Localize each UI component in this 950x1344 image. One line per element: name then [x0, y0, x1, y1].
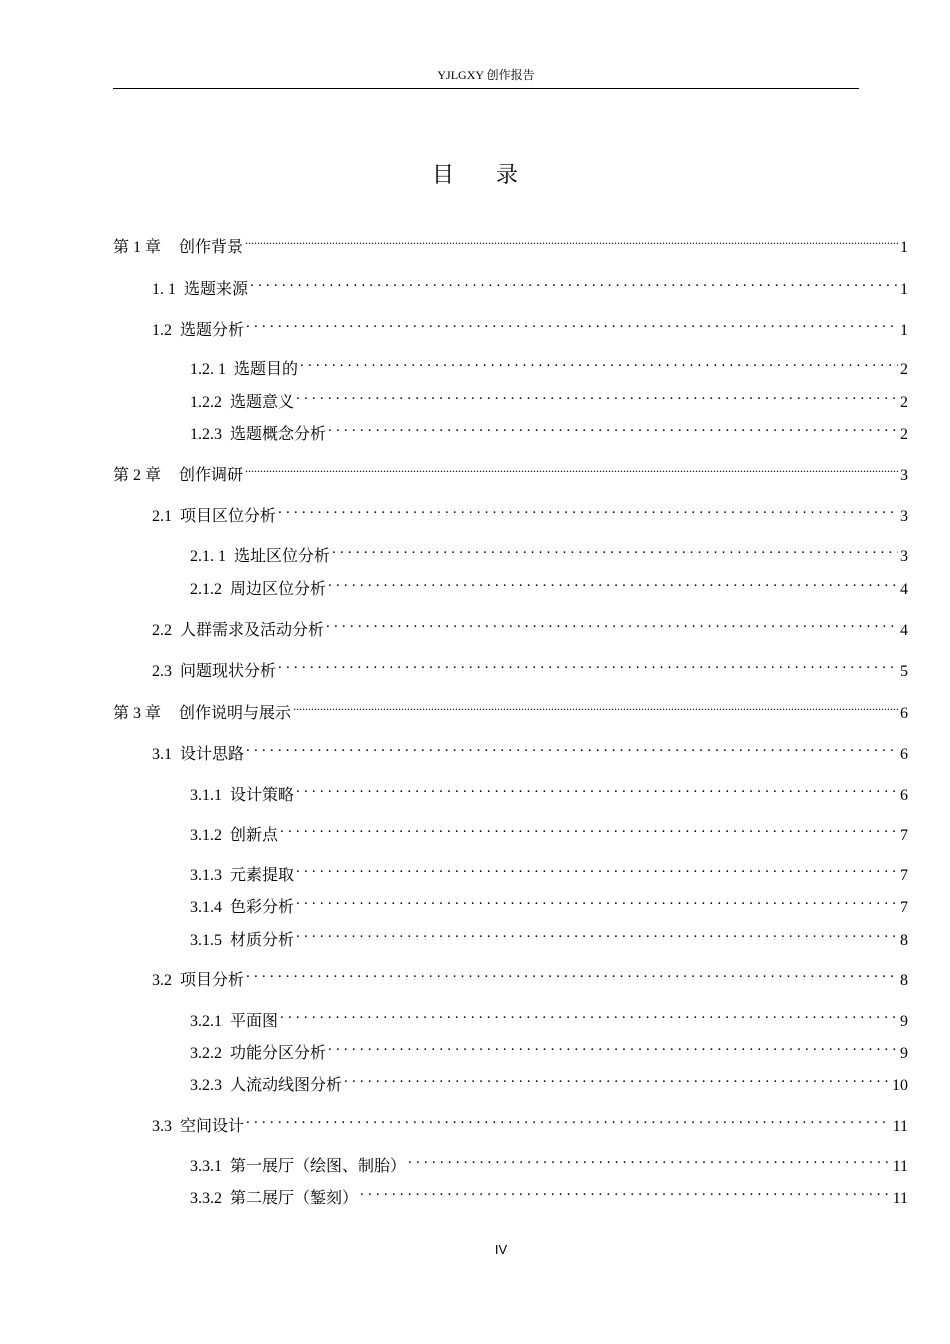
toc-entry-number: 3.2.1: [190, 1013, 222, 1030]
toc-dot-leader: [278, 652, 898, 676]
toc-dot-leader: [278, 497, 898, 521]
toc-entry-page: 11: [892, 1158, 908, 1175]
toc-entry-number: 3.1: [152, 746, 172, 763]
toc-entry-label: 选题分析: [180, 320, 245, 339]
toc-dot-leader: [246, 961, 898, 985]
toc-section-entry[interactable]: [152, 1107, 908, 1135]
toc-entry-label: 平面图: [230, 1011, 279, 1030]
toc-entry-page: 11: [892, 1118, 908, 1135]
toc-dot-leader: [328, 1034, 898, 1058]
toc-title: 目录: [431, 163, 560, 188]
toc-section-entry[interactable]: [190, 415, 908, 443]
toc-section-entry[interactable]: [152, 735, 908, 763]
toc-entry-number: 3.3.2: [190, 1190, 222, 1207]
toc-entry-label: 周边区位分析: [230, 579, 327, 598]
toc-dot-leader: [246, 735, 898, 759]
toc-entry-page: 2: [900, 361, 908, 378]
toc-entry-number: 3.1.1: [190, 787, 222, 804]
toc-entry-number: 3.2.2: [190, 1045, 222, 1062]
toc-section-entry[interactable]: [190, 921, 908, 949]
toc-section-entry[interactable]: [190, 383, 908, 411]
toc-entry-label: 色彩分析: [230, 897, 295, 916]
toc-entry-page: 2: [900, 394, 908, 411]
toc-entry-label: 元素提取: [230, 865, 295, 884]
toc-dot-leader: [408, 1147, 891, 1171]
toc-dot-leader: [245, 456, 898, 480]
toc-entry-page: 3: [900, 467, 908, 484]
toc-entry-label: 人群需求及活动分析: [180, 620, 325, 639]
toc-entry-label: 创作说明与展示: [179, 703, 292, 722]
toc-entry-label: 项目分析: [180, 970, 245, 989]
toc-entry-number: 3.1.5: [190, 932, 222, 949]
toc-section-entry[interactable]: [190, 776, 908, 804]
toc-entry-page: 7: [900, 899, 908, 916]
toc-entry-page: 9: [900, 1013, 908, 1030]
toc-entry-label: 空间设计: [180, 1116, 245, 1135]
toc-dot-leader: [293, 694, 898, 718]
toc-entry-number: 3.1.3: [190, 867, 222, 884]
toc-section-entry[interactable]: [190, 816, 908, 844]
toc-entry-label: 设计策略: [230, 785, 295, 804]
toc-entry-number: 2.1. 1: [190, 548, 226, 565]
toc-dot-leader: [328, 415, 898, 439]
toc-section-entry[interactable]: [190, 350, 908, 378]
toc-entry-page: 8: [900, 932, 908, 949]
toc-entry-label: 第一展厅（绘图、制胎）: [230, 1156, 407, 1175]
toc-entry-number: 2.1.2: [190, 581, 222, 598]
toc-entry-number: 3.1.2: [190, 827, 222, 844]
toc-entry-page: 7: [900, 827, 908, 844]
running-header: YJLGXY 创作报告: [437, 68, 535, 82]
toc-entry-number: 1.2.2: [190, 394, 222, 411]
toc-section-entry[interactable]: [190, 1066, 908, 1094]
toc-section-entry[interactable]: [190, 888, 908, 916]
toc-section-entry[interactable]: [152, 270, 908, 298]
toc-section-entry[interactable]: [190, 570, 908, 598]
page-number: IV: [494, 1242, 508, 1257]
toc-entry-number: 3.3: [152, 1118, 172, 1135]
toc-entry-page: 5: [900, 663, 908, 680]
toc-entry-label: 选题意义: [230, 392, 295, 411]
toc-entry-page: 1: [900, 322, 908, 339]
toc-dot-leader: [296, 921, 898, 945]
toc-entry-number: 2.3: [152, 663, 172, 680]
toc-section-entry[interactable]: [152, 611, 908, 639]
toc-entry-page: 6: [900, 787, 908, 804]
toc-dot-leader: [280, 1002, 898, 1026]
toc-dot-leader: [246, 1107, 891, 1131]
toc-chapter-entry[interactable]: [113, 694, 908, 722]
toc-entry-label: 创新点: [230, 825, 279, 844]
toc-dot-leader: [280, 816, 898, 840]
toc-entry-label: 第二展厅（錾刻）: [230, 1188, 359, 1207]
toc-entry-number: 3.2: [152, 972, 172, 989]
toc-entry-number: 第 3 章: [113, 705, 162, 722]
toc-section-entry[interactable]: [152, 497, 908, 525]
toc-section-entry[interactable]: [190, 1002, 908, 1030]
toc-entry-number: 1.2.3: [190, 426, 222, 443]
toc-entry-page: 1: [900, 281, 908, 298]
toc-section-entry[interactable]: [190, 1034, 908, 1062]
toc-dot-leader: [332, 537, 898, 561]
toc-entry-label: 选题目的: [234, 359, 299, 378]
toc-entry-number: 2.1: [152, 508, 172, 525]
toc-entry-number: 3.1.4: [190, 899, 222, 916]
toc-entry-page: 4: [900, 581, 908, 598]
toc-dot-leader: [246, 311, 898, 335]
toc-dot-leader: [300, 350, 898, 374]
toc-dot-leader: [245, 228, 898, 252]
toc-entry-label: 功能分区分析: [230, 1043, 327, 1062]
toc-entry-number: 2.2: [152, 622, 172, 639]
toc-entry-page: 7: [900, 867, 908, 884]
toc-entry-label: 创作调研: [179, 465, 244, 484]
toc-section-entry[interactable]: [190, 856, 908, 884]
toc-entry-page: 2: [900, 426, 908, 443]
toc-dot-leader: [360, 1179, 891, 1203]
toc-entry-label: 设计思路: [180, 744, 245, 763]
toc-entry-label: 人流动线图分析: [230, 1075, 343, 1094]
toc-entry-number: 1. 1: [152, 281, 176, 298]
toc-dot-leader: [296, 776, 898, 800]
toc-dot-leader: [296, 383, 898, 407]
toc-entry-page: 11: [892, 1190, 908, 1207]
toc-dot-leader: [296, 856, 898, 880]
toc-dot-leader: [328, 570, 898, 594]
toc-dot-leader: [250, 270, 898, 294]
toc-entry-number: 3.3.1: [190, 1158, 222, 1175]
toc-section-entry[interactable]: [152, 961, 908, 989]
toc-entry-page: 8: [900, 972, 908, 989]
toc-entry-page: 6: [900, 705, 908, 722]
toc-entry-page: 3: [900, 508, 908, 525]
toc-section-entry[interactable]: [152, 311, 908, 339]
toc-entry-number: 3.2.3: [190, 1077, 222, 1094]
toc-entry-label: 选址区位分析: [234, 546, 331, 565]
toc-entry-page: 10: [892, 1077, 908, 1094]
toc-entry-label: 选题概念分析: [230, 424, 327, 443]
toc-section-entry[interactable]: [190, 1179, 908, 1207]
toc-entry-label: 项目区位分析: [180, 506, 277, 525]
toc-entry-number: 1.2. 1: [190, 361, 226, 378]
toc-entry-number: 第 2 章: [113, 467, 162, 484]
toc-entry-label: 选题来源: [184, 279, 249, 298]
toc-entry-page: 9: [900, 1045, 908, 1062]
toc-entry-number: 1.2: [152, 322, 172, 339]
toc-dot-leader: [296, 888, 898, 912]
toc-entry-page: 3: [900, 548, 908, 565]
toc-chapter-entry[interactable]: [113, 456, 908, 484]
toc-dot-leader: [326, 611, 898, 635]
toc-section-entry[interactable]: [190, 537, 908, 565]
toc-entry-number: 第 1 章: [113, 239, 162, 256]
toc-dot-leader: [344, 1066, 890, 1090]
toc-entry-page: 4: [900, 622, 908, 639]
toc-chapter-entry[interactable]: [113, 228, 908, 256]
toc-entry-label: 创作背景: [179, 237, 244, 256]
toc-entry-label: 材质分析: [230, 930, 295, 949]
toc-section-entry[interactable]: [152, 652, 908, 680]
toc-section-entry[interactable]: [190, 1147, 908, 1175]
toc-entry-page: 1: [900, 239, 908, 256]
toc-entry-label: 问题现状分析: [180, 661, 277, 680]
toc-entry-page: 6: [900, 746, 908, 763]
